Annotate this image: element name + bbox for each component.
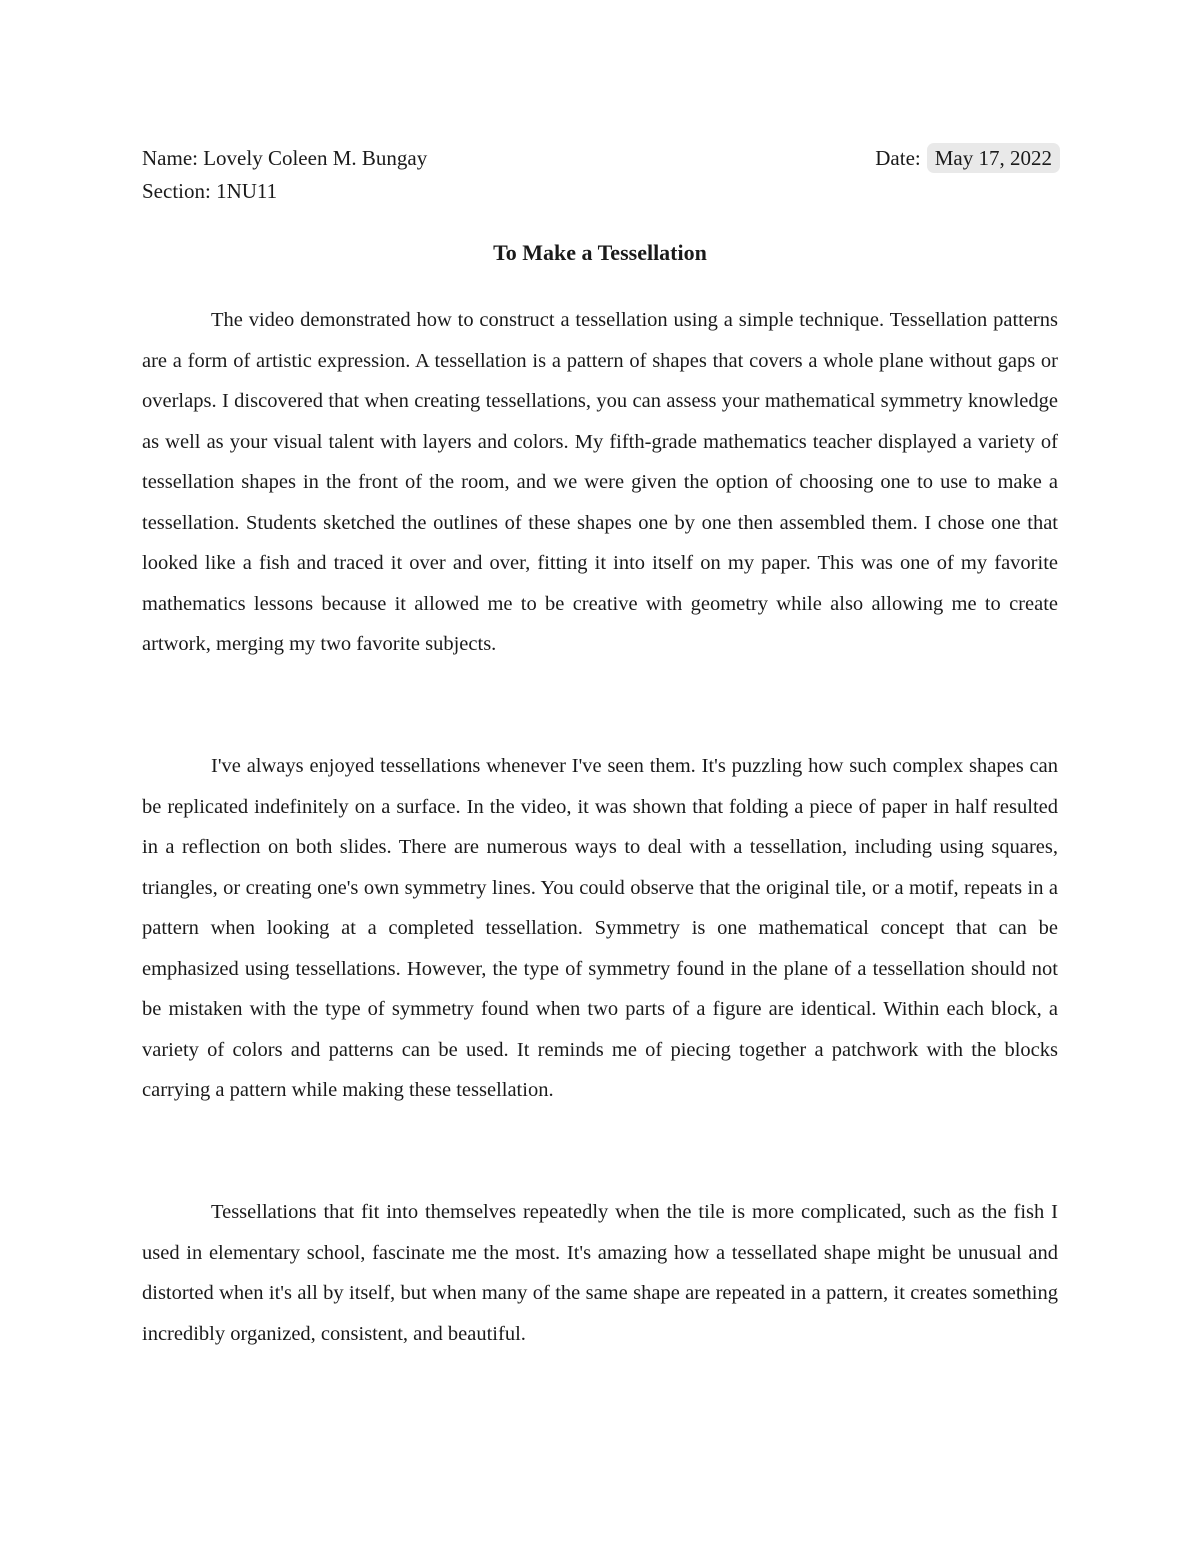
date-line — [875, 143, 1060, 173]
name-label: Name: — [142, 146, 198, 170]
body-paragraph-1: The video demonstrated how to construct a tessellation using a simple technique. Tessellation patterns are a form of artistic expression. A tessellation is a pattern of shapes that covers a whole plane without gaps or overlaps. I discovered that when creating tessellations, you can assess your mathematical symmetry knowledge as well as your visual talent with layers and colors. My fifth-grade mathematics teacher displayed a variety of tessellation shapes in the front of the room, and we were given the option of choosing one to use to make a tessellation. Students sketched the outlines of these shapes one by one then assembled them. I chose one that looked like a fish and traced it over and over, fitting it into itself on my paper. This was one of my favorite mathematics lessons because it allowed me to be creative with geometry while also allowing me to create artwork, merging my two favorite subjects. — [142, 309, 1058, 655]
section-line — [142, 176, 1058, 206]
name-value: Lovely Coleen M. Bungay — [203, 146, 428, 170]
body-paragraph-3: Tessellations that fit into themselves repeatedly when the tile is more complicated, such as the fish I used in elementary school, fascinate me the most. It's amazing how a tessellated shape might be unusual and distorted when it's all by itself, but when many of the same shape are repeated in a pattern, it creates something incredibly organized, consistent, and beautiful. — [142, 1201, 1058, 1345]
section-label: Section: — [142, 179, 211, 203]
body-paragraph-2: I've always enjoyed tessellations whenever I've seen them. It's puzzling how such complex shapes can be replicated indefinitely on a surface. In the video, it was shown that folding a piece of paper in half resulted in a reflection on both slides. There are numerous ways to deal with a tessellation, including using squares, triangles, or creating one's own symmetry lines. You could observe that the original tile, or a motif, repeats in a pattern when looking at a completed tessellation. Symmetry is one mathematical concept that can be emphasized using tessellations. However, the type of symmetry found in the plane of a tessellation should not be mistaken with the type of symmetry found when two parts of a figure are identical. Within each block, a variety of colors and patterns can be used. It reminds me of piecing together a patchwork with the blocks carrying a pattern while making these tessellation. — [142, 755, 1058, 1101]
date-value[interactable]: May 17, 2022 — [927, 143, 1060, 173]
section-value: 1NU11 — [216, 179, 278, 203]
name-line — [142, 143, 1058, 173]
date-label: Date: — [875, 146, 921, 170]
document-title: To Make a Tessellation — [493, 240, 707, 265]
